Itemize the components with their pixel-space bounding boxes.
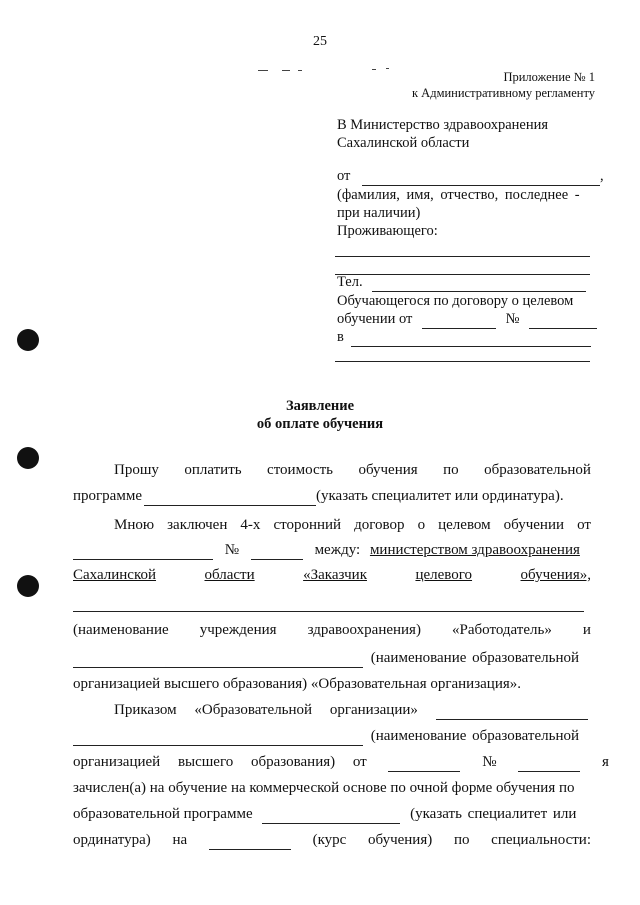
word: «Образовательной — [194, 702, 313, 718]
from-name-field[interactable] — [362, 167, 600, 186]
institution-field[interactable] — [351, 328, 591, 347]
fio-hint-text: (фамилия, имя, отчество, последнее - — [337, 187, 580, 203]
word: ординатура) — [73, 832, 151, 848]
healthcare-institution-field[interactable] — [73, 611, 584, 612]
word: образовательной — [484, 462, 591, 478]
word: обучения», — [520, 567, 591, 583]
order-label: Приказом — [114, 702, 177, 718]
word: стоимость — [267, 462, 333, 478]
paragraph2-line6 — [73, 650, 579, 668]
program-field[interactable] — [144, 488, 316, 506]
word: я — [602, 754, 609, 770]
binder-hole-3 — [17, 575, 39, 597]
appendix-line-1: Приложение № 1 — [503, 70, 595, 84]
paragraph3-line3 — [73, 754, 609, 772]
program-hint: (указать специалитет или ординатура). — [315, 488, 564, 504]
tel-row — [337, 273, 586, 292]
contract-number-field[interactable] — [529, 310, 597, 329]
paragraph3-line6 — [73, 832, 591, 850]
word: здравоохранения) — [307, 622, 421, 638]
ministry-text: министерством здравоохранения — [369, 542, 580, 558]
fio-hint-line-1 — [337, 186, 595, 204]
word: обучении — [503, 517, 565, 533]
binder-hole-1 — [17, 329, 39, 351]
word: области — [204, 567, 255, 583]
program-hint-2: (указать специалитет или — [410, 806, 577, 822]
document-title: Заявление — [285, 398, 355, 414]
tel-field[interactable] — [372, 273, 586, 292]
word: договор — [354, 517, 405, 533]
word: высшего — [177, 754, 234, 770]
fio-hint-line-2: при наличии) — [337, 205, 421, 221]
program-label: программе — [73, 488, 142, 504]
word: о — [417, 517, 426, 533]
from-row — [337, 167, 604, 186]
paragraph1-line1 — [114, 462, 591, 479]
scan-speck — [282, 70, 290, 71]
order-number-label: № — [482, 754, 497, 770]
paragraph3-line5 — [73, 806, 576, 824]
word: и — [582, 622, 591, 638]
in-label: в — [337, 329, 344, 345]
student-line-1: Обучающегося по договору о целевом — [337, 293, 574, 309]
program-label-2: образовательной программе — [73, 806, 253, 822]
word: Прошу — [114, 462, 159, 478]
agreement-number-field[interactable] — [251, 542, 303, 560]
word: (наименование — [73, 622, 169, 638]
contract-number-label: № — [505, 311, 520, 327]
course-field[interactable] — [209, 832, 291, 850]
word: по — [443, 462, 459, 478]
word: (курс — [312, 832, 347, 848]
paragraph1-line2 — [73, 488, 564, 506]
scan-speck — [386, 68, 389, 69]
paragraph2-line5 — [73, 622, 591, 639]
word: специальности: — [491, 832, 591, 848]
education-org-hint-2: (наименование образовательной — [370, 728, 580, 744]
word: обучения — [358, 462, 418, 478]
document-subtitle: об оплате обучения — [256, 416, 384, 432]
contract-date-field[interactable] — [422, 310, 496, 329]
word: от — [577, 517, 591, 533]
word: сторонний — [273, 517, 342, 533]
from-label: от — [337, 168, 351, 184]
appendix-line-2: к Административному регламенту — [411, 86, 595, 100]
word: Мною — [114, 517, 155, 533]
word: образования) — [251, 754, 336, 770]
education-org-hint: (наименование образовательной — [370, 650, 580, 666]
paragraph2-line1 — [114, 517, 591, 534]
institution-field-2[interactable] — [335, 361, 590, 362]
from-comma: , — [600, 168, 604, 184]
word: на — [172, 832, 188, 848]
word: организации» — [329, 702, 418, 718]
binder-hole-2 — [17, 447, 39, 469]
paragraph2-line3 — [73, 567, 591, 584]
paragraph3-line2 — [73, 728, 579, 746]
addressee-line-1: В Министерство здравоохранения — [337, 117, 549, 133]
agreement-date-field[interactable] — [73, 542, 213, 560]
agreement-number-label: № — [224, 542, 240, 558]
word: от — [352, 754, 367, 770]
paragraph3-line1 — [114, 702, 588, 720]
scan-speck — [372, 69, 376, 70]
word: целевом — [438, 517, 491, 533]
tel-label: Тел. — [337, 274, 363, 290]
paragraph2-line7: организацией высшего образования) «Образовательная организация». — [73, 676, 522, 692]
word: заключен — [167, 517, 228, 533]
word: учреждения — [199, 622, 277, 638]
order-date-field[interactable] — [388, 754, 460, 772]
residing-label: Проживающего: — [337, 223, 438, 239]
in-row — [337, 328, 591, 347]
word: по — [453, 832, 470, 848]
paragraph2-line2 — [73, 542, 580, 560]
student-line-2 — [337, 310, 597, 329]
education-org-field[interactable] — [73, 650, 363, 668]
scan-speck — [258, 70, 268, 71]
word: организацией — [73, 754, 161, 770]
between-label: между: — [314, 542, 361, 558]
address-field-1[interactable] — [335, 256, 590, 257]
word: целевого — [415, 567, 473, 583]
addressee-line-2: Сахалинской области — [337, 135, 470, 151]
word: 4-х — [240, 517, 261, 533]
scan-speck — [298, 70, 302, 71]
word: «Работодатель» — [452, 622, 552, 638]
order-org-field-2[interactable] — [73, 728, 363, 746]
program-field-2[interactable] — [262, 806, 400, 824]
page-number: 25 — [313, 34, 327, 49]
word: Сахалинской — [73, 567, 157, 583]
order-org-field[interactable] — [436, 702, 588, 720]
paragraph3-line4: зачислен(а) на обучение на коммерческой основе по очной форме обучения по — [73, 780, 575, 796]
order-number-field[interactable] — [518, 754, 580, 772]
word: «Заказчик — [303, 567, 367, 583]
contract-date-label: обучении от — [337, 311, 413, 327]
word: оплатить — [184, 462, 242, 478]
word: обучения) — [368, 832, 433, 848]
